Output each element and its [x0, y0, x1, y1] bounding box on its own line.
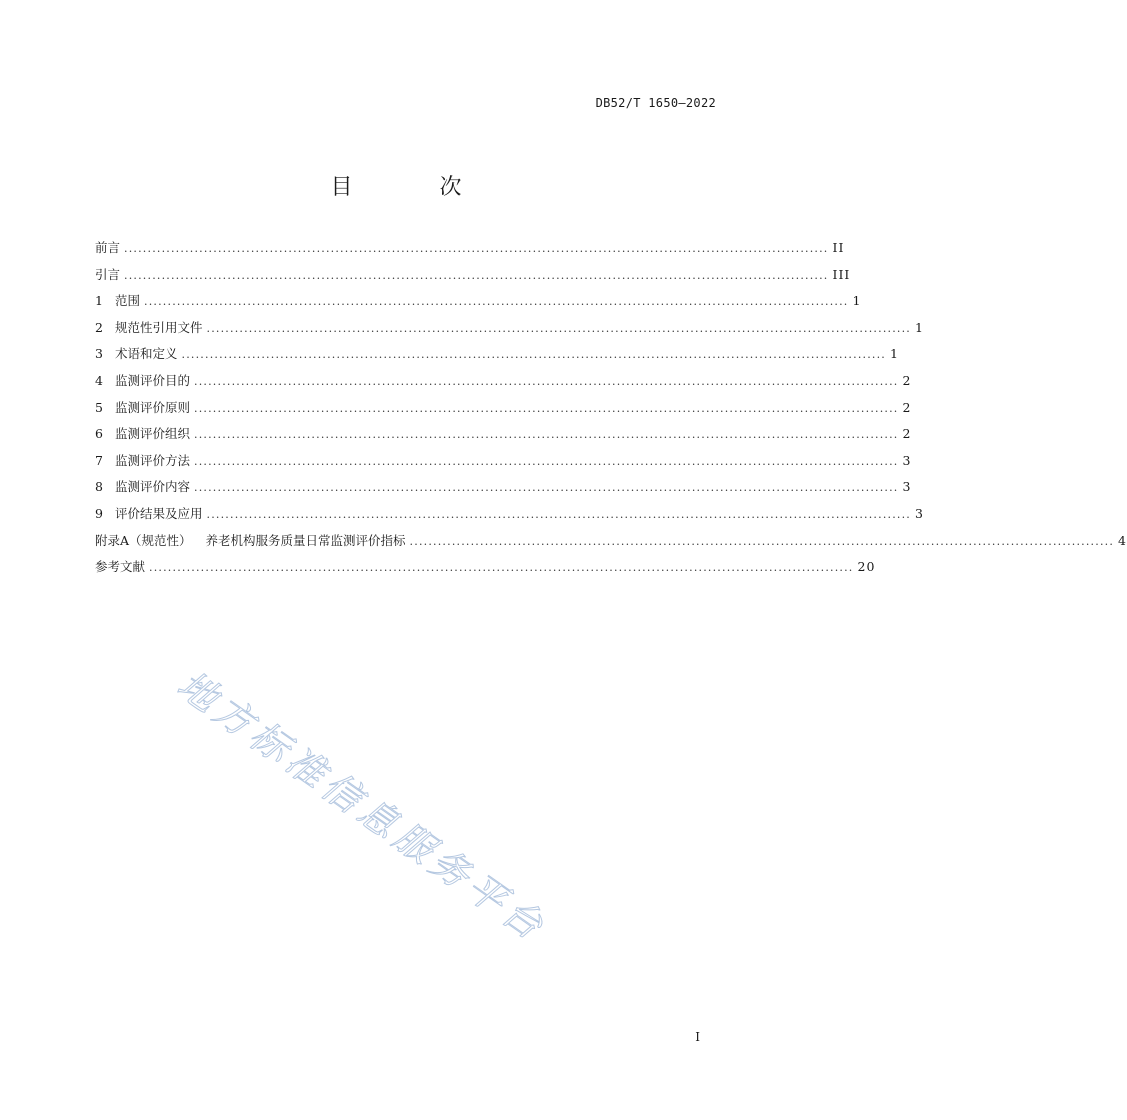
toc-entry-page: 4 — [1118, 532, 1127, 548]
toc-leader-dots: ...................................................................................................................................................... — [149, 561, 854, 575]
toc-entry-evaluation-methods[interactable] — [95, 451, 912, 478]
toc-leader-dots: ...................................................................................................................................................... — [124, 242, 829, 255]
toc-entry-number: 8 — [95, 479, 103, 495]
toc-entry-evaluation-principles[interactable] — [95, 398, 912, 425]
toc-entry-page: 3 — [902, 479, 912, 495]
toc-leader-dots: ...................................................................................................................................................... — [206, 321, 912, 335]
toc-entry-introduction[interactable] — [95, 265, 851, 292]
toc-entry-page: 1 — [890, 346, 899, 362]
toc-leader-dots: ...................................................................................................................................................... — [144, 295, 849, 309]
toc-entry-label: 术语和定义 — [115, 346, 178, 362]
toc-leader-dots: ...................................................................................................................................................... — [206, 507, 912, 521]
table-of-contents — [95, 238, 1127, 584]
toc-entry-page: 2 — [902, 372, 912, 388]
toc-leader-dots: ...................................................................................................................................................... — [409, 534, 1115, 548]
toc-entry-page: 3 — [915, 505, 924, 521]
toc-leader-dots: ...................................................................................................................................................... — [194, 374, 899, 388]
toc-entry-terms-definitions[interactable] — [95, 344, 899, 371]
toc-entry-appendix-a[interactable] — [95, 531, 1127, 558]
toc-entry-evaluation-purpose[interactable] — [95, 371, 912, 398]
toc-entry-label: 监测评价内容 — [115, 479, 191, 495]
page-number: I — [695, 1030, 700, 1044]
toc-leader-dots: ...................................................................................................................................................... — [124, 268, 829, 282]
toc-entry-number: 7 — [95, 452, 103, 468]
toc-entry-number: 4 — [95, 372, 103, 388]
toc-entry-results-application[interactable] — [95, 504, 924, 531]
toc-leader-dots: ...................................................................................................................................................... — [194, 481, 899, 495]
toc-entry-evaluation-content[interactable] — [95, 477, 912, 504]
toc-entry-label: 参考文献 — [95, 559, 146, 575]
toc-entry-number: 9 — [95, 505, 103, 521]
toc-entry-label: 监测评价目的 — [115, 372, 191, 388]
toc-leader-dots: ...................................................................................................................................................... — [194, 454, 899, 468]
toc-entry-page: 3 — [902, 452, 912, 468]
toc-entry-bibliography[interactable] — [95, 557, 876, 584]
toc-entry-number: 5 — [95, 399, 103, 415]
toc-leader-dots: ...................................................................................................................................................... — [181, 348, 887, 362]
toc-entry-page: 20 — [857, 559, 876, 575]
toc-entry-label: 评价结果及应用 — [115, 505, 203, 521]
toc-entry-label: 监测评价组织 — [115, 426, 191, 442]
toc-entry-label: 监测评价方法 — [115, 452, 191, 468]
toc-entry-page: II — [832, 240, 845, 255]
toc-leader-dots: ...................................................................................................................................................... — [194, 428, 899, 442]
toc-entry-label: 附录A（规范性） — [95, 532, 192, 548]
toc-leader-dots: ...................................................................................................................................................... — [194, 401, 899, 415]
toc-entry-subtitle: 养老机构服务质量日常监测评价指标 — [205, 532, 406, 548]
toc-entry-label: 前言 — [95, 240, 121, 255]
toc-title: 目 次 — [330, 175, 502, 200]
toc-entry-normative-references[interactable] — [95, 318, 924, 345]
toc-entry-foreword[interactable] — [95, 238, 845, 265]
toc-entry-number: 6 — [95, 426, 103, 442]
toc-entry-page: 1 — [852, 293, 862, 309]
toc-entry-page: 2 — [902, 399, 912, 415]
toc-entry-evaluation-organization[interactable] — [95, 424, 912, 451]
toc-entry-page: III — [832, 266, 851, 282]
toc-entry-number: 1 — [95, 293, 103, 309]
toc-entry-number: 2 — [95, 319, 103, 335]
toc-entry-label: 监测评价原则 — [115, 399, 191, 415]
toc-entry-page: 2 — [902, 426, 912, 442]
toc-entry-label: 引言 — [95, 266, 121, 282]
toc-entry-number: 3 — [95, 346, 103, 362]
toc-entry-label: 规范性引用文件 — [115, 319, 203, 335]
watermark-text: 地方标准信息服务平台 — [169, 662, 556, 951]
toc-entry-label: 范围 — [115, 293, 141, 309]
document-code: DB52/T 1650—2022 — [595, 96, 716, 110]
toc-entry-scope[interactable] — [95, 291, 862, 318]
toc-entry-page: 1 — [915, 319, 924, 335]
